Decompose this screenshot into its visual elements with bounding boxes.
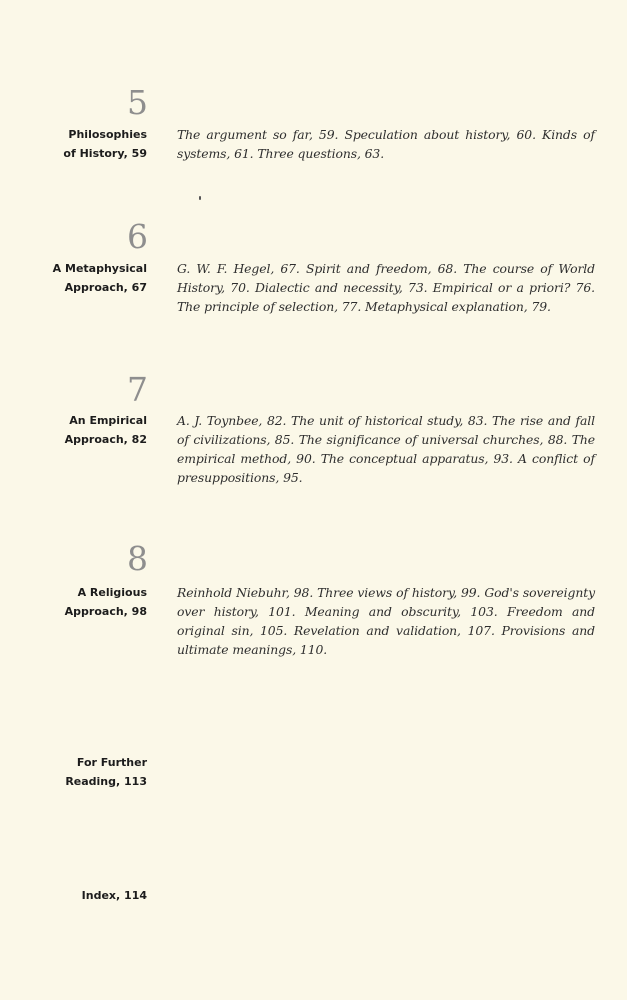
further-reading-entry (20, 753, 147, 791)
chapter-title-line: Approach, 98 (64, 605, 147, 618)
chapter-title-5 (20, 125, 147, 163)
chapter-title-line: Approach, 67 (64, 281, 147, 294)
chapter-title-line: of History, 59 (63, 147, 147, 160)
paper-speck (199, 196, 201, 200)
chapter-title-line: A Metaphysical (52, 262, 147, 275)
chapter-number-8: 8 (127, 539, 148, 578)
index-entry: Index, 114 (81, 889, 147, 902)
chapter-number-5: 5 (127, 83, 148, 122)
chapter-number-6: 6 (127, 217, 148, 256)
chapter-contents-6: G. W. F. Hegel, 67. Spirit and freedom, 68. The course of World History, 70. Dialectic and necessity, 73. Empirical or a priori? 76. The principle of selection, 77. Metaphysical explanation, 79. (177, 261, 595, 314)
chapter-title-line: Philosophies (68, 128, 147, 141)
chapter-title-8 (20, 583, 147, 621)
chapter-contents-5: The argument so far, 59. Speculation about history, 60. Kinds of systems, 61. Three questions, 63. (177, 127, 595, 161)
chapter-contents-7: A. J. Toynbee, 82. The unit of historical study, 83. The rise and fall of civilizations, 85. The significance of universal churches, 88. The empirical method, 90. The conceptual apparatus, 93. A conflict of presuppositions, 95. (177, 413, 595, 485)
chapter-title-7 (20, 411, 147, 449)
chapter-title-line: A Religious (77, 586, 147, 599)
chapter-title-line: Approach, 82 (64, 433, 147, 446)
chapter-title-line: An Empirical (69, 414, 147, 427)
chapter-contents-8: Reinhold Niebuhr, 98. Three views of history, 99. God's sovereignty over history, 101. Meaning and obscurity, 103. Freedom and original sin, 105. Revelation and validation, 107. Provisions and ultimate meanings, 110. (177, 585, 595, 657)
further-reading-line: For Further (76, 756, 147, 769)
chapter-title-6 (20, 259, 147, 297)
further-reading-line: Reading, 113 (65, 775, 147, 788)
chapter-number-7: 7 (127, 370, 148, 409)
